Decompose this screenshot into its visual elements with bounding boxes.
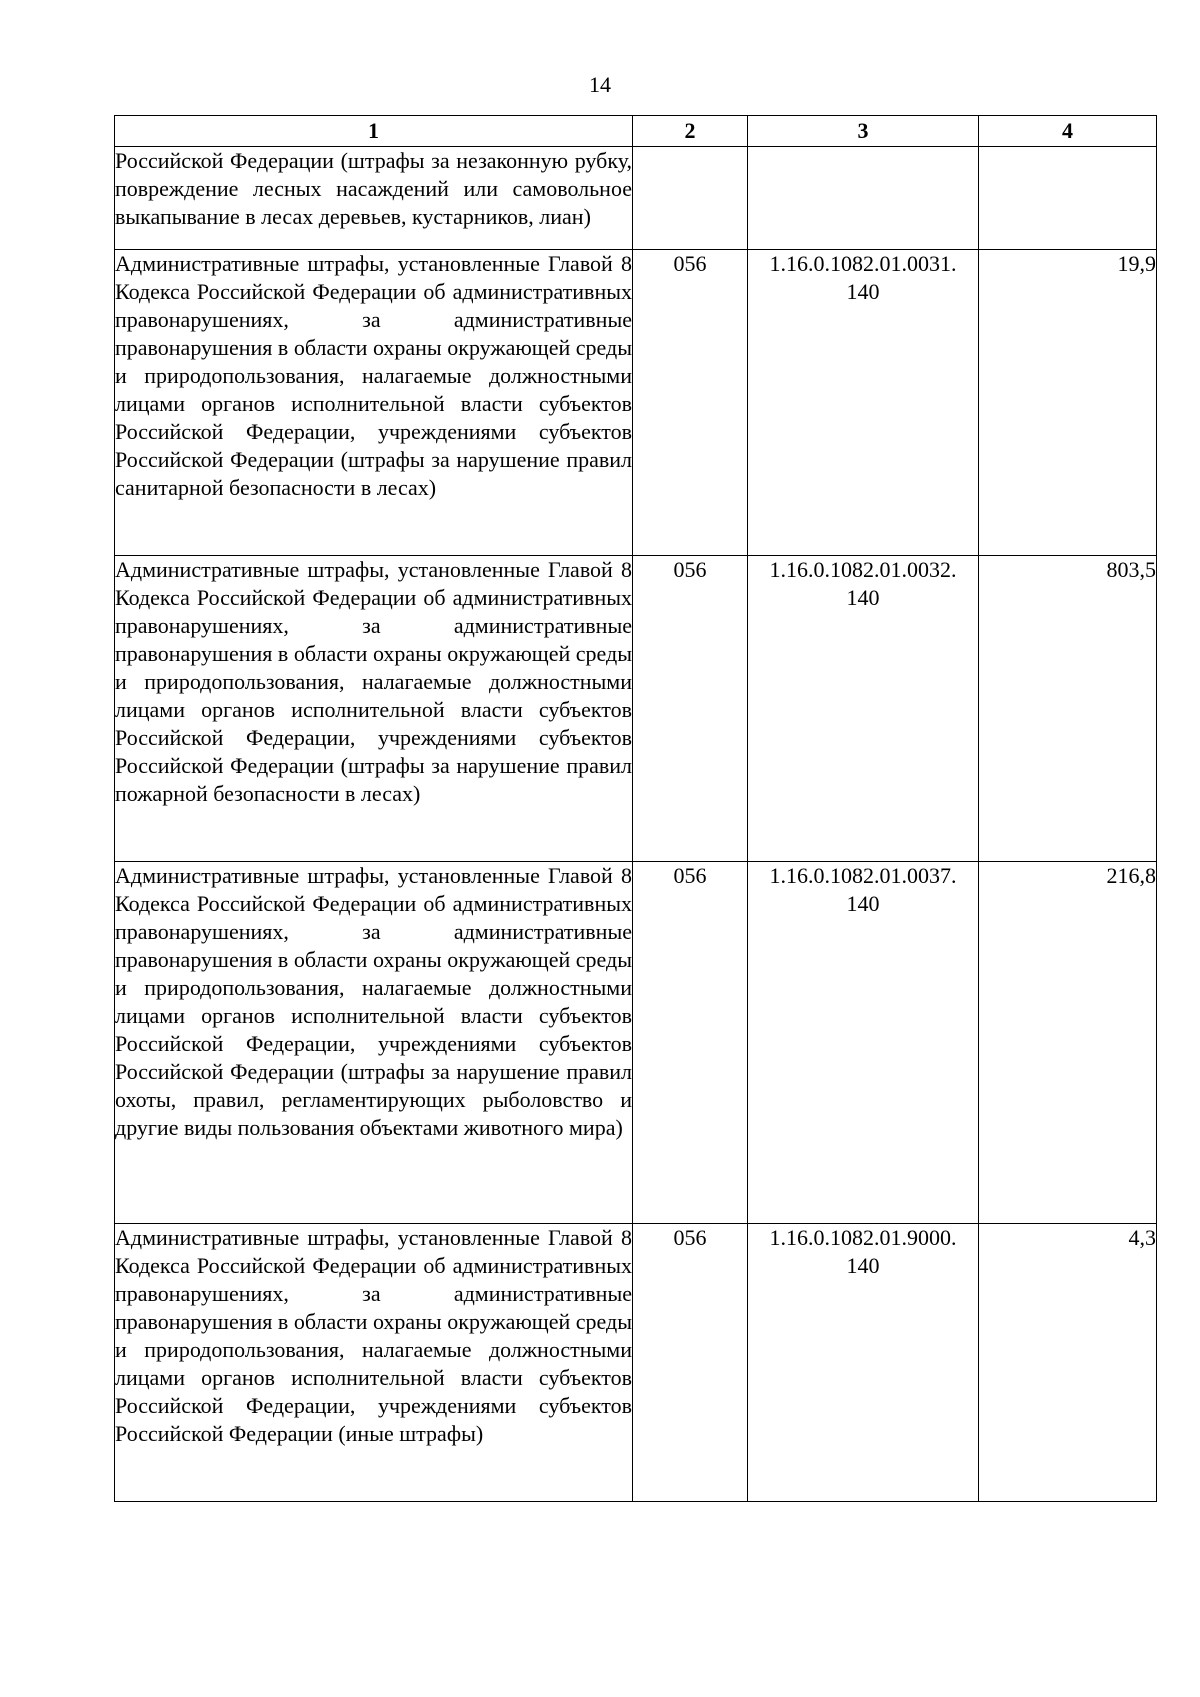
row-admin-code — [633, 147, 748, 250]
row-amount: 803,5 — [979, 556, 1157, 862]
column-header-3: 3 — [748, 116, 979, 147]
kbk-code-line-1: 1.16.0.1082.01.0032. — [769, 557, 957, 582]
table-row — [115, 250, 1157, 556]
table-row — [115, 862, 1157, 1224]
row-kbk-code — [748, 250, 979, 556]
row-description: Административные штрафы, установленные Главой 8 Кодекса Российской Федерации об административных правонарушениях, за административные правонарушения в области охраны окружающей среды и природопользования, налагаемые должностными лицами органов исполнительной власти субъектов Российской Федерации, учреждениями субъектов Российской Федерации (иные штрафы) — [115, 1224, 633, 1502]
table-row — [115, 556, 1157, 862]
row-amount — [979, 147, 1157, 250]
kbk-code-line-2: 140 — [846, 1253, 880, 1278]
column-header-1: 1 — [115, 116, 633, 147]
kbk-code-line-1: 1.16.0.1082.01.0037. — [769, 863, 957, 888]
revenue-table — [114, 115, 1157, 1502]
row-admin-code: 056 — [633, 1224, 748, 1502]
page-number: 14 — [589, 72, 611, 97]
row-admin-code: 056 — [633, 556, 748, 862]
row-amount: 216,8 — [979, 862, 1157, 1224]
row-admin-code: 056 — [633, 862, 748, 1224]
row-amount: 4,3 — [979, 1224, 1157, 1502]
row-kbk-code — [748, 1224, 979, 1502]
row-description: Административные штрафы, установленные Главой 8 Кодекса Российской Федерации об административных правонарушениях, за административные правонарушения в области охраны окружающей среды и природопользования, налагаемые должностными лицами органов исполнительной власти субъектов Российской Федерации, учреждениями субъектов Российской Федерации (штрафы за нарушение правил охоты, правил, регламентирующих рыболовство и другие виды пользования объектами животного мира) — [115, 862, 633, 1224]
column-header-2: 2 — [633, 116, 748, 147]
kbk-code-line-2: 140 — [846, 279, 880, 304]
kbk-code-line-2: 140 — [846, 585, 880, 610]
row-description: Административные штрафы, установленные Главой 8 Кодекса Российской Федерации об административных правонарушениях, за административные правонарушения в области охраны окружающей среды и природопользования, налагаемые должностными лицами органов исполнительной власти субъектов Российской Федерации, учреждениями субъектов Российской Федерации (штрафы за нарушение правил пожарной безопасности в лесах) — [115, 556, 633, 862]
column-header-4: 4 — [979, 116, 1157, 147]
row-amount: 19,9 — [979, 250, 1157, 556]
table-row — [115, 1224, 1157, 1502]
table-row — [115, 147, 1157, 250]
kbk-code-line-1: 1.16.0.1082.01.0031. — [769, 251, 957, 276]
kbk-code-line-2: 140 — [846, 891, 880, 916]
row-description: Российской Федерации (штрафы за незаконную рубку, повреждение лесных насаждений или самовольное выкапывание в лесах деревьев, кустарников, лиан) — [115, 147, 633, 250]
row-admin-code: 056 — [633, 250, 748, 556]
row-kbk-code — [748, 556, 979, 862]
row-kbk-code — [748, 862, 979, 1224]
row-kbk-code — [748, 147, 979, 250]
row-description: Административные штрафы, установленные Главой 8 Кодекса Российской Федерации об административных правонарушениях, за административные правонарушения в области охраны окружающей среды и природопользования, налагаемые должностными лицами органов исполнительной власти субъектов Российской Федерации, учреждениями субъектов Российской Федерации (штрафы за нарушение правил санитарной безопасности в лесах) — [115, 250, 633, 556]
table-header-row — [115, 116, 1157, 147]
kbk-code-line-1: 1.16.0.1082.01.9000. — [769, 1225, 957, 1250]
